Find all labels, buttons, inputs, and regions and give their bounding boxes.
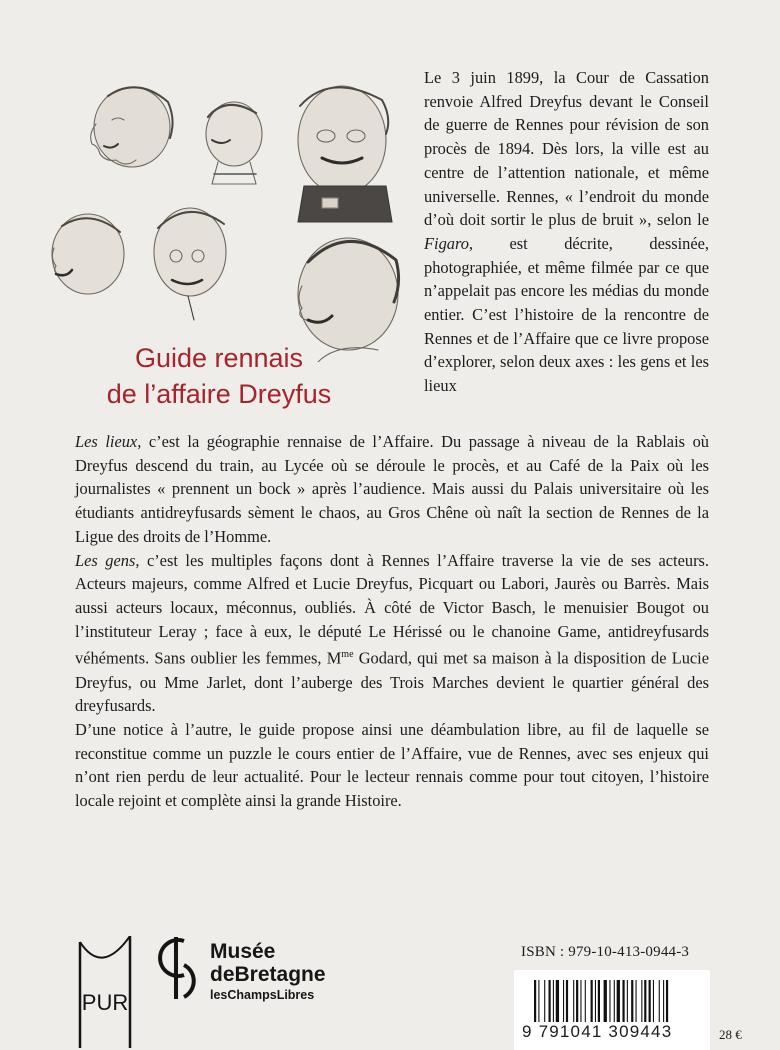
- barcode-bar: [627, 980, 628, 1022]
- barcode-bar: [556, 980, 559, 1022]
- barcode-bar: [534, 980, 536, 1022]
- musee-de-bretagne-logo-icon: [154, 935, 200, 1001]
- paragraph-closing: D’une notice à l’autre, le guide propose ainsi une déambulation libre, au fil de laquelle se reconstitue comme un puzzle le cours entier de l’Affaire, vue de Rennes, avec ses enjeux qui n’ont rien perdu de leur actualité. Pour le lecteur rennais comme pour tout citoyen, l’histoire locale rejoint et complète ainsi la grande Histoire.: [75, 719, 709, 811]
- barcode-bar: [563, 980, 564, 1022]
- barcode-bar: [591, 980, 593, 1022]
- barcode-bar: [666, 980, 668, 1022]
- barcode-bar: [614, 980, 615, 1022]
- paragraph-gens-text-2: Godard, qui met sa maison à la disposition de Lucie Dreyfus, ou Mme Jarlet, dont l’auberge des Trois Marches devient le quartier général des dreyfusards.: [75, 648, 709, 716]
- barcode-bar: [538, 980, 539, 1022]
- sketch-head-4: [52, 214, 124, 294]
- musee-line-1: Musée: [210, 940, 276, 963]
- barcode-number: 9 791041 309443: [522, 1022, 673, 1041]
- book-title: [74, 340, 364, 412]
- paragraph-gens-text: c’est les multiples façons dont à Rennes l’Affaire traverse la vie de ses acteurs. Acteurs majeurs, comme Alfred et Lucie Dreyfus, Picquart ou Labori, Jaurès ou Barrès. Mais aussi acteurs locaux, méconnus, oubliés. À côté de Victor Basch, le menuisier Bougot ou l’instituteur Leray ; face à eux, le député Le Hérissé ou le chanoine Game, antidreyfusards véhéments. Sans oublier les femmes, M: [75, 550, 710, 668]
- sketch-head-2: [206, 102, 262, 184]
- sketch-head-3: [298, 86, 392, 222]
- sketches-illustration: [22, 62, 414, 362]
- barcode-bar: [636, 980, 637, 1022]
- sketch-head-5: [154, 208, 226, 320]
- barcode-bar: [609, 980, 610, 1022]
- intro-text-part-1: Le 3 juin 1899, la Cour de Cassation renvoie Alfred Dreyfus devant le Conseil de guerre de Rennes pour révision de son procès de 1894. Dès lors, la ville est au centre de l’attention nationale, et même universelle. Rennes, « l’endroit du monde d’où doit sortir le plus de bruit », selon le: [424, 68, 709, 230]
- intro-text-part-2: , est décrite, dessinée, photographiée, et même filmée par ce que n’appelait pas encore les médias du monde entier. C’est l’histoire de la rencontre de Rennes et de l’Affaire que ce livre propose d’explorer, selon deux axes : les gens et les lieux: [424, 233, 709, 396]
- barcode-bar: [553, 980, 554, 1022]
- barcode-bars: [534, 980, 704, 1022]
- barcode-bar: [649, 980, 651, 1022]
- musee-de-bretagne-logo-text: [210, 940, 326, 1004]
- pur-logo-text: PUR: [81, 990, 129, 1015]
- paragraph-gens-label: Les gens,: [75, 550, 140, 570]
- book-title-line-1: Guide rennais: [134, 343, 304, 373]
- paragraph-lieux: [75, 430, 709, 549]
- barcode-bar: [544, 980, 545, 1022]
- musee-line-2: deBretagne: [210, 963, 326, 986]
- barcode-bar: [659, 980, 660, 1022]
- barcode-bar: [641, 980, 642, 1022]
- book-title-line-2: de l’affaire Dreyfus: [106, 379, 332, 409]
- barcode-bar: [631, 980, 633, 1022]
- pur-logo: [72, 936, 138, 1048]
- barcode: [514, 970, 710, 1050]
- barcode-bar: [566, 980, 568, 1022]
- barcode-bar: [573, 980, 574, 1022]
- barcode-bar: [598, 980, 600, 1022]
- isbn-label: ISBN : 979-10-413-0944-3: [521, 944, 690, 960]
- barcode-bar: [663, 980, 664, 1022]
- paragraph-lieux-label: Les lieux,: [75, 432, 142, 451]
- paragraph-gens-superscript: me: [341, 649, 354, 661]
- intro-figaro: Figaro: [424, 233, 469, 253]
- barcode-bar: [622, 980, 624, 1022]
- barcode-bar: [617, 980, 620, 1022]
- barcode-bar: [576, 980, 578, 1022]
- barcode-bar: [585, 980, 586, 1022]
- sketch-head-1: [91, 87, 173, 167]
- paragraph-gens: [75, 549, 709, 718]
- barcode-bar: [580, 980, 581, 1022]
- price-label: 28 €: [719, 1027, 742, 1042]
- barcode-bar: [653, 980, 654, 1022]
- barcode-bar: [595, 980, 596, 1022]
- body-text: [75, 430, 709, 813]
- intro-text: [424, 66, 709, 398]
- paragraph-lieux-text: c’est la géographie rennaise de l’Affaire. Du passage à niveau de la Rablais où Dreyfus descend du train, au Lycée où se déroule le procès, et au Café de la Paix où les journalistes « prennent un bock » après l’audience. Mais aussi du Palais universitaire où les étudiants antidreyfusards sèment le chaos, au Gros Chêne où naît la section de Rennes de la Ligue des droits de l’Homme.: [75, 432, 709, 546]
- barcode-bar: [604, 980, 607, 1022]
- barcode-bar: [549, 980, 551, 1022]
- barcode-bar: [644, 980, 646, 1022]
- musee-line-3: lesChampsLibres: [210, 988, 315, 1002]
